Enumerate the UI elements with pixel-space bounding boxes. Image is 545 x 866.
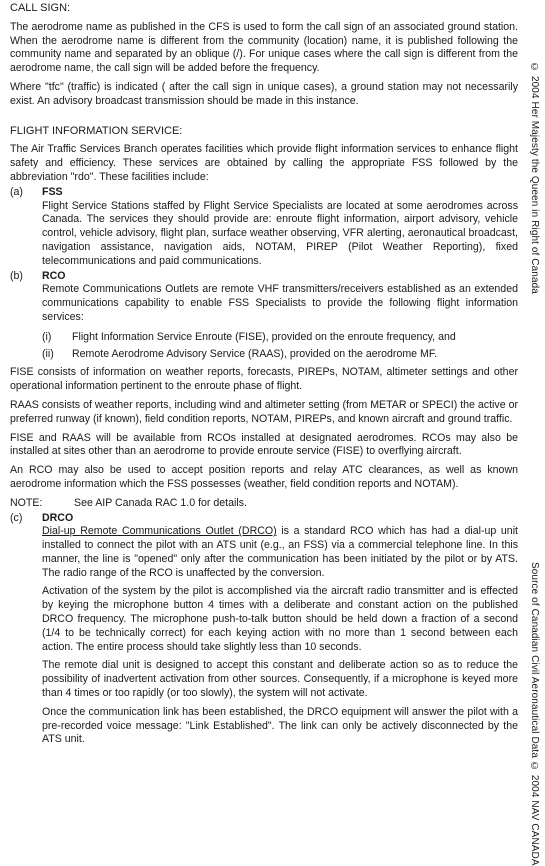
- document-page: [10, 2, 518, 747]
- note-text: See AIP Canada RAC 1.0 for details.: [74, 496, 247, 509]
- fss-item-title: FSS: [42, 185, 63, 198]
- rco-subitem-text: Flight Information Service Enroute (FISE), provided on the enroute frequency, and: [72, 330, 456, 343]
- copyright-sidebar: © 2004 Her Majesty the Queen in Right of Canada: [529, 62, 540, 294]
- rco-subitem-marker: (ii): [42, 347, 54, 360]
- rco-item-title: RCO: [42, 269, 66, 282]
- drco-item: [10, 512, 518, 748]
- call-sign-heading: CALL SIGN:: [10, 2, 71, 14]
- availability-paragraph: FISE and RAAS will be available from RCOs installed at designated aerodromes. RCOs may also be installed at sites other than an aerodrome to provide enroute service (FISE) to overflying aircraft.: [10, 431, 518, 458]
- drco-paragraph-2: Activation of the system by the pilot is accomplished via the aircraft radio transmitter and is effected by keying the microphone button 4 times with a deliberate and constant action on the published DRCO frequency. The microphone push-to-talk button should be held down a fraction of a second (1/4 to be technically correct) for each keying action with no more than 1 second between each action. The entire process should take slightly less than 10 seconds.: [42, 585, 518, 653]
- drco-paragraph-4: Once the communication link has been established, the DRCO equipment will answer the pilot with a pre-recorded voice message: "Link Established". The link can only be actively disconnected by the ATS unit.: [42, 705, 518, 746]
- fis-intro: The Air Traffic Services Branch operates facilities which provide flight information services to enhance flight safety and efficiency. These services are obtained by calling the appropriate FSS followed by the abbreviation "rdo". These facilities include:: [10, 143, 518, 183]
- raas-paragraph: RAAS consists of weather reports, including wind and altimeter setting (from METAR or SPECI) the active or preferred runway (if known), field condition reports, NOTAM, PIREPs, and known aircraft and ground traffic.: [10, 398, 518, 425]
- drco-paragraph-3: The remote dial unit is designed to accept this constant and deliberate action so as to reduce the possibility of inadvertent activation from other sources. Consequently, if a microphone is keyed more than 4 times or too rapidly (or too slowly), the system will not activate.: [42, 659, 518, 700]
- source-sidebar: Source of Canadian Civil Aeronautical Data © 2004 NAV CANADA: [529, 562, 540, 866]
- rco-subitem-marker: (i): [42, 330, 52, 343]
- call-sign-paragraph-1: The aerodrome name as published in the CFS is used to form the call sign of an associated ground station. When the aerodrome name is different from the community (location) name, it is published following the community name and separated by an oblique (/). For unique cases where the call sign is different from the aerodrome name, the call sign will be added before the frequency.: [10, 20, 518, 75]
- drco-item-marker: (c): [10, 511, 23, 524]
- fise-paragraph: FISE consists of information on weather reports, forecasts, PIREPs, NOTAM, altimeter settings and other operational information pertinent to the enroute phase of flight.: [10, 366, 518, 393]
- fss-item: [10, 186, 518, 269]
- rco-subitem-fise: [42, 331, 518, 345]
- note-label: NOTE:: [10, 496, 43, 509]
- note: [10, 497, 518, 511]
- call-sign-paragraph-2: Where "tfc" (traffic) is indicated ( after the call sign in unique cases), a ground station may not necessarily exist. An advisory broadcast transmission should be made in this instance.: [10, 80, 518, 107]
- position-reports-paragraph: An RCO may also be used to accept position reports and relay ATC clearances, as well as known aerodrome information which the FSS possesses (weather, field condition reports and NOTAM).: [10, 464, 518, 490]
- drco-item-title: DRCO: [42, 511, 74, 524]
- fss-item-text: Flight Service Stations staffed by Flight Service Specialists are located at some aerodromes across Canada. The services they should provide are: enroute flight information, airport advisory, vehicle control, vehicle advisory, flight plan, surface weather observing, VFR alerting, aeronautical broadcast, navigation assistance, navigation aids, NOTAM, PIREP (Pilot Weather Reporting), fixed telecommunications and paid communications.: [42, 199, 518, 267]
- rco-subitem-raas: [42, 348, 518, 362]
- rco-item-marker: (b): [10, 269, 23, 282]
- drco-term: Dial-up Remote Communications Outlet (DRCO): [42, 525, 277, 538]
- rco-subitem-text: Remote Aerodrome Advisory Service (RAAS), provided on the aerodrome MF.: [72, 347, 438, 360]
- drco-paragraph-1-rest: is a standard RCO which has had a dial-up unit installed to connect the pilot with an ATS unit (e.g., an FSS) via a commercial telephone line. In this manner, the line is "opened" only after the communication has been initiated by the pilot or by ATS. The radio range of the RCO is unaffected by the conversion.: [42, 525, 518, 579]
- fis-heading: FLIGHT INFORMATION SERVICE:: [10, 124, 183, 137]
- fss-item-marker: (a): [10, 185, 23, 198]
- rco-item-text: Remote Communications Outlets are remote VHF transmitters/receivers established as an extended communications capability to enable FSS Specialists to provide the following flight information services:: [42, 283, 518, 323]
- rco-item: [10, 270, 518, 362]
- drco-paragraph-1: [42, 525, 518, 580]
